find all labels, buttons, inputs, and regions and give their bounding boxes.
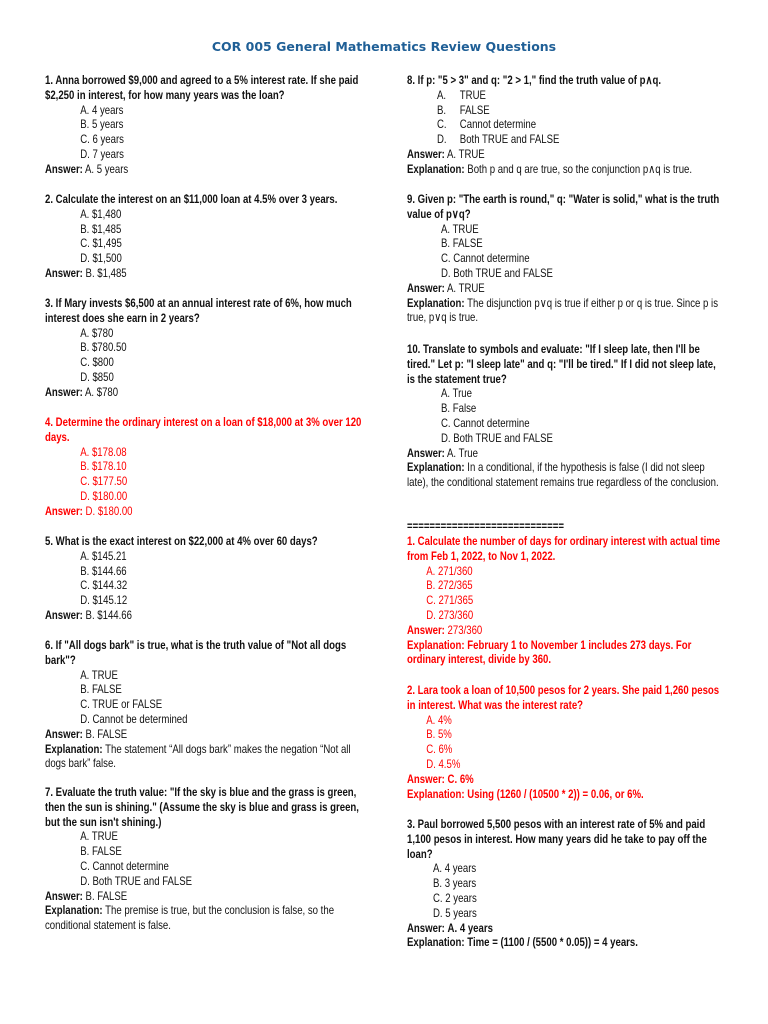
explanation-text: Using (1260 / (10500 * 2)) = 0.06, or 6%. bbox=[467, 786, 644, 801]
answer-line bbox=[407, 147, 725, 162]
answer-value: A. 5 years bbox=[85, 161, 129, 176]
option-a: A. TRUE bbox=[441, 221, 479, 236]
extra-question-1 bbox=[407, 534, 725, 667]
question-2 bbox=[45, 192, 363, 281]
answer-line bbox=[45, 608, 363, 623]
option-a: A. $1,480 bbox=[80, 206, 122, 221]
answer-value: A. True bbox=[447, 445, 478, 460]
option-b: B. $780.50 bbox=[80, 340, 127, 355]
option-c: C. Cannot determine bbox=[441, 415, 530, 430]
explanation-text: The statement “All dogs bark” makes the negation “Not all dogs bark” false. bbox=[45, 741, 351, 771]
option-d: D. Cannot be determined bbox=[80, 711, 188, 726]
option-a: A. True bbox=[441, 386, 472, 401]
question-text: 4. Determine the ordinary interest on a loan of $18,000 at 3% over 120 days. bbox=[45, 415, 362, 444]
page-title: COR 005 General Mathematics Review Questions bbox=[211, 39, 557, 54]
question-text: 7. Evaluate the truth value: "If the sky is blue and the grass is green, then the sun is shining." (Assume the sky is blue and grass is green, but the sun isn't shining.) bbox=[45, 785, 359, 829]
option-text: FALSE bbox=[459, 102, 490, 117]
extra-question-2 bbox=[407, 683, 725, 801]
explanation-label: Explanation: bbox=[407, 935, 465, 950]
answer-value: 273/360 bbox=[447, 622, 483, 637]
option-d: D. 4.5% bbox=[426, 756, 461, 771]
answer-line bbox=[407, 921, 725, 936]
option-text: Both TRUE and FALSE bbox=[459, 132, 560, 147]
explanation-line bbox=[45, 903, 363, 933]
option-d: D. $145.12 bbox=[80, 593, 128, 608]
explanation-label: Explanation: bbox=[45, 903, 103, 918]
question-text: 6. If "All dogs bark" is true, what is the truth value of "Not all dogs bark"? bbox=[45, 638, 347, 667]
answer-value: B. FALSE bbox=[85, 726, 128, 741]
question-text: 2. Calculate the interest on an $11,000 loan at 4.5% over 3 years. bbox=[45, 192, 338, 206]
option-d: D. $850 bbox=[80, 369, 114, 384]
answer-label: Answer: bbox=[45, 888, 83, 903]
option-b: B. 5 years bbox=[80, 117, 124, 132]
option-d: D. $180.00 bbox=[80, 488, 128, 503]
answer-line bbox=[45, 504, 363, 519]
option-b: B. 3 years bbox=[433, 876, 477, 891]
option-text: Cannot determine bbox=[459, 117, 537, 132]
option-b: B. $178.10 bbox=[80, 459, 127, 474]
option-a: A. $145.21 bbox=[80, 548, 127, 563]
answer-line bbox=[45, 162, 363, 177]
option-c: C. Cannot determine bbox=[80, 858, 169, 873]
explanation-line bbox=[407, 638, 725, 668]
answer-line bbox=[407, 281, 725, 296]
explanation-text: In a conditional, if the hypothesis is false (I did not sleep late), the conditional statement remains true regardless of the conclusion. bbox=[407, 460, 719, 490]
explanation-text: Time = (1100 / (5500 * 0.05)) = 4 years. bbox=[467, 935, 638, 950]
explanation-label: Explanation: bbox=[407, 786, 465, 801]
question-1 bbox=[45, 73, 363, 177]
question-3 bbox=[45, 296, 363, 400]
answer-value: A. $780 bbox=[85, 384, 119, 399]
question-text: 8. If p: "5 > 3" and q: "2 > 1," find the truth value of p∧q. bbox=[407, 73, 662, 87]
explanation-label: Explanation: bbox=[407, 637, 465, 652]
explanation-line bbox=[407, 935, 725, 950]
explanation-line bbox=[407, 460, 725, 490]
question-10 bbox=[407, 342, 725, 490]
question-9 bbox=[407, 192, 725, 325]
option-b: B. $144.66 bbox=[80, 563, 127, 578]
answer-label: Answer: bbox=[45, 607, 83, 622]
option-d: D. Both TRUE and FALSE bbox=[80, 873, 193, 888]
option-b: B. 5% bbox=[426, 727, 452, 742]
answer-value: B. $1,485 bbox=[85, 265, 127, 280]
option-d: D. $1,500 bbox=[80, 251, 122, 266]
option-a: A. $178.08 bbox=[80, 444, 127, 459]
answer-label: Answer: bbox=[45, 161, 83, 176]
question-text: 1. Calculate the number of days for ordinary interest with actual time from Feb 1, 2022, to Nov 1, 2022. bbox=[407, 534, 721, 563]
option-c: C. 271/365 bbox=[426, 593, 474, 608]
answer-label: Answer: bbox=[45, 384, 83, 399]
explanation-line bbox=[45, 742, 363, 772]
answer-label: Answer: bbox=[407, 280, 445, 295]
question-text: 5. What is the exact interest on $22,000 at 4% over 60 days? bbox=[45, 534, 318, 548]
option-b: B. FALSE bbox=[80, 844, 122, 859]
explanation-text: February 1 to November 1 includes 273 days. For ordinary interest, divide by 360. bbox=[407, 637, 692, 667]
option-b bbox=[407, 103, 725, 118]
question-6 bbox=[45, 638, 363, 771]
option-d bbox=[407, 132, 725, 147]
answer-value: A. TRUE bbox=[447, 146, 485, 161]
answer-value: A. TRUE bbox=[447, 280, 485, 295]
explanation-line bbox=[407, 162, 725, 177]
option-c: C. $1,495 bbox=[80, 236, 122, 251]
answer-line bbox=[45, 889, 363, 904]
question-text: 2. Lara took a loan of 10,500 pesos for 2 years. She paid 1,260 pesos in interest. What was the interest rate? bbox=[407, 683, 720, 712]
section-separator: ============================ bbox=[407, 519, 564, 533]
explanation-label: Explanation: bbox=[407, 161, 465, 176]
answer-label: Answer: bbox=[45, 726, 83, 741]
option-letter: D. bbox=[437, 132, 447, 147]
option-c: C. 6% bbox=[426, 742, 453, 757]
answer-line bbox=[45, 266, 363, 281]
answer-line bbox=[407, 446, 725, 461]
answer-line bbox=[407, 623, 725, 638]
answer-label: Answer: bbox=[407, 771, 445, 786]
option-c: C. $800 bbox=[80, 355, 114, 370]
question-text: 3. If Mary invests $6,500 at an annual interest rate of 6%, how much interest does she earn in 2 years? bbox=[45, 296, 352, 325]
explanation-label: Explanation: bbox=[45, 741, 103, 756]
answer-value: C. 6% bbox=[447, 771, 474, 786]
option-b: B. FALSE bbox=[441, 236, 483, 251]
option-c: C. $177.50 bbox=[80, 474, 128, 489]
option-a: A. $780 bbox=[80, 325, 114, 340]
explanation-text: Both p and q are true, so the conjunction p∧q is true. bbox=[467, 161, 693, 176]
option-d: D. Both TRUE and FALSE bbox=[441, 430, 553, 445]
option-text: TRUE bbox=[459, 87, 486, 102]
option-a: A. TRUE bbox=[80, 667, 118, 682]
explanation-line bbox=[407, 787, 725, 802]
explanation-text: The premise is true, but the conclusion is false, so the conditional statement is false. bbox=[45, 903, 335, 933]
answer-label: Answer: bbox=[407, 445, 445, 460]
question-5 bbox=[45, 534, 363, 623]
answer-label: Answer: bbox=[45, 503, 83, 518]
option-d: D. 7 years bbox=[80, 146, 124, 161]
answer-label: Answer: bbox=[407, 146, 445, 161]
option-letter: C. bbox=[437, 117, 447, 132]
answer-line bbox=[45, 727, 363, 742]
option-c: C. TRUE or FALSE bbox=[80, 697, 163, 712]
answer-label: Answer: bbox=[45, 265, 83, 280]
question-7 bbox=[45, 785, 363, 933]
option-c: C. 2 years bbox=[433, 890, 477, 905]
option-b: B. FALSE bbox=[80, 682, 122, 697]
answer-label: Answer: bbox=[407, 622, 445, 637]
option-d: D. 273/360 bbox=[426, 607, 474, 622]
question-text: 3. Paul borrowed 5,500 pesos with an interest rate of 5% and paid 1,100 pesos in interest. How many years did he take to pay off the loan? bbox=[407, 817, 707, 861]
answer-line bbox=[407, 772, 725, 787]
answer-value: D. $180.00 bbox=[85, 503, 133, 518]
option-b: B. $1,485 bbox=[80, 221, 122, 236]
option-c: C. $144.32 bbox=[80, 578, 128, 593]
question-text: 10. Translate to symbols and evaluate: "If I sleep late, then I'll be tired." Let p: "I sleep late" and q: "I'll be tired." If I did not sleep late, is the statement true? bbox=[407, 342, 716, 386]
explanation-label: Explanation: bbox=[407, 460, 465, 475]
extra-question-3 bbox=[407, 817, 725, 950]
option-d: D. 5 years bbox=[433, 905, 477, 920]
option-d: D. Both TRUE and FALSE bbox=[441, 265, 553, 280]
option-letter: A. bbox=[437, 87, 447, 102]
question-text: 1. Anna borrowed $9,000 and agreed to a 5% interest rate. If she paid $2,250 in interest, for how many years was the loan? bbox=[45, 73, 359, 102]
option-c: C. Cannot determine bbox=[441, 251, 530, 266]
explanation-text: The disjunction p∨q is true if either p or q is true. Since p is true, p∨q is true. bbox=[407, 295, 718, 325]
answer-value: B. FALSE bbox=[85, 888, 128, 903]
option-b: B. False bbox=[441, 401, 477, 416]
option-a: A. TRUE bbox=[80, 829, 118, 844]
option-a: A. 271/360 bbox=[426, 563, 473, 578]
option-b: B. 272/365 bbox=[426, 578, 473, 593]
option-letter: B. bbox=[437, 102, 447, 117]
answer-value: A. 4 years bbox=[447, 920, 493, 935]
option-a: A. 4 years bbox=[433, 861, 477, 876]
option-a: A. 4% bbox=[426, 712, 452, 727]
option-a: A. 4 years bbox=[80, 102, 124, 117]
question-text: 9. Given p: "The earth is round," q: "Water is solid," what is the truth value of p∨q? bbox=[407, 192, 720, 221]
explanation-line bbox=[407, 296, 725, 326]
option-c: C. 6 years bbox=[80, 132, 124, 147]
answer-value: B. $144.66 bbox=[85, 607, 132, 622]
option-a bbox=[407, 88, 725, 103]
explanation-label: Explanation: bbox=[407, 295, 465, 310]
answer-label: Answer: bbox=[407, 920, 445, 935]
option-c bbox=[407, 117, 725, 132]
question-8 bbox=[407, 73, 725, 177]
question-4-highlighted bbox=[45, 415, 363, 519]
answer-line bbox=[45, 385, 363, 400]
